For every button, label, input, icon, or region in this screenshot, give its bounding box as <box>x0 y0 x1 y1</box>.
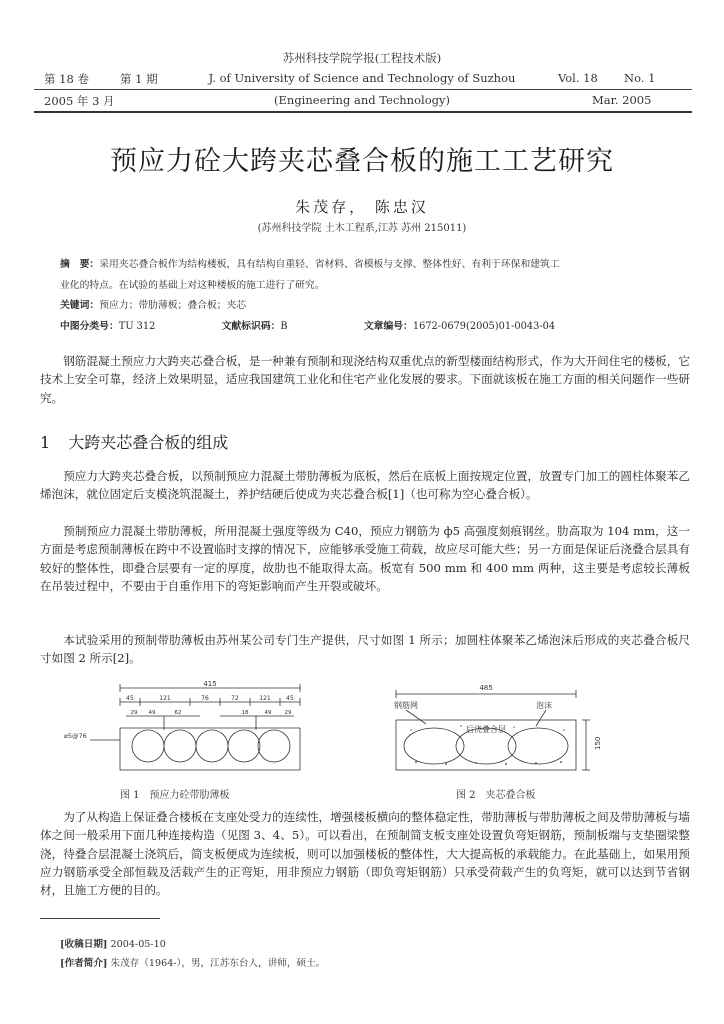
footnote-rule <box>40 918 160 919</box>
fig1-dim-top-4: 72 <box>231 695 239 702</box>
figure-2-caption: 图 2 夹芯叠合板 <box>456 790 536 801</box>
fig1-dim-total: 415 <box>203 680 217 688</box>
doc-code-label: 文献标识码： <box>221 321 281 332</box>
journal-title-cn: 苏州科技学院学报(工程技术版) <box>282 51 442 65</box>
journal-title-en: J. of University of Science and Technology of Suzhou <box>208 71 516 85</box>
abstract-label: 摘 要： <box>60 259 100 270</box>
article-number-value: 1672-0679(2005)01-0043-04 <box>412 321 556 332</box>
section-1-number: 1 <box>40 433 51 452</box>
paragraph-3: 本试验采用的预制带肋薄板由苏州某公司专门生产提供，尺寸如图 1 所示；加圆柱体聚苯乙烯泡沫后形成的夹芯叠合板尺寸如图 2 所示[2]。 <box>40 633 690 666</box>
fig1-side-label: ⌀5@76 <box>64 732 87 740</box>
paper-title: 预应力砼大跨夹芯叠合板的施工工艺研究 <box>110 146 614 177</box>
date-en: Mar. 2005 <box>592 93 652 107</box>
fig1-dim-top-5: 121 <box>259 695 271 702</box>
keywords-label: 关键词： <box>60 300 100 311</box>
footnote-received <box>60 936 166 950</box>
section-1-title: 大跨夹芯叠合板的组成 <box>68 433 229 452</box>
author-affiliation: (苏州科技学院 土木工程系,江苏 苏州 215011) <box>257 223 467 234</box>
received-date: 2004-05-10 <box>110 939 166 950</box>
figure-2-sandwich-slab <box>386 680 616 780</box>
classification-line <box>60 318 660 332</box>
abstract-text-2: 业化的特点。在试验的基础上对这种楼板的施工进行了研究。 <box>60 280 325 291</box>
figure-1-ribbed-slab <box>60 680 360 780</box>
fig1-dim-mid-4: 18 <box>241 710 249 716</box>
figure-1-caption: 图 1 预应力砼带肋薄板 <box>120 790 230 801</box>
fig2-label-rebar: 钢筋网 <box>394 701 418 710</box>
section-1-heading <box>40 430 228 453</box>
author-bio-label: [作者简介] <box>60 958 108 969</box>
issue-en: No. 1 <box>624 71 656 85</box>
paragraph-1: 预应力大跨夹芯叠合板，以预制预应力混凝土带肋薄板为底板，然后在底板上面按规定位置，放置专门加工的圆柱体聚苯乙烯泡沫，就位固定后支模浇筑混凝土，养护结硬后使成为夹芯叠合板[1]（也可称为空心叠合板）。 <box>40 469 690 502</box>
header-rule-thin <box>34 89 692 90</box>
fig2-label-layer: 后浇叠合层 <box>466 725 506 734</box>
keywords-line <box>60 297 700 311</box>
keywords-text: 预应力；带肋薄板；叠合板；夹芯 <box>99 300 247 311</box>
fig1-dim-mid-2: 49 <box>148 710 156 716</box>
fig1-dim-top-3: 76 <box>201 695 209 702</box>
intro-paragraph: 钢筋混凝土预应力大跨夹芯叠合板，是一种兼有预制和现浇结构双重优点的新型楼面结构形式，作为大开间住宅的楼板，它技术上安全可靠，经济上效果明显，适应我国建筑工业化和住宅产业化发展的要求。下面就该板在施工方面的相关问题作一些研究。 <box>40 354 690 405</box>
header-rule-thick <box>34 111 692 113</box>
fig1-dim-top-1: 45 <box>126 695 134 702</box>
issue-cn: 第 1 期 <box>120 72 158 86</box>
doc-code-value: B <box>280 321 288 332</box>
fig2-dim-height: 150 <box>594 736 602 750</box>
fig1-dim-top-2: 121 <box>159 695 171 702</box>
fig1-dim-mid-6: 29 <box>284 710 292 716</box>
fig1-dim-top-6: 45 <box>286 695 294 702</box>
paragraph-4: 为了从构造上保证叠合楼板在支座处受力的连续性，增强楼板横向的整体稳定性，带肋薄板与带肋薄板之间及带肋薄板与墙体之间一般采用下面几种连接构造（见图 3、4、5）。可以看出，在预制简支板支座处设置负弯矩钢筋，预制板端与支垫圈梁整浇，待叠合层混凝土浇筑后，简支板便成为连续板，则可以加强楼板的整体性，大大提高板的承载能力。在此基础上，如果用预应力钢筋承受全部恒载及活载产生的正弯矩，用非预应力钢筋（即负弯矩钢筋）只承受荷载产生的负弯矩，就可以达到节省钢材，且施工方便的目的。 <box>40 810 690 898</box>
fig2-dim-total: 485 <box>479 684 493 692</box>
paragraph-2: 预制预应力混凝土带肋薄板，所用混凝土强度等级为 C40，预应力钢筋为 ф5 高强度刻痕钢丝。肋高取为 104 mm，这一方面是考虑预制薄板在跨中不设置临时支撑的情况下，应能够承受施工荷载，故应尽可能大些；另一方面是保证后浇叠合层具有较好的整体性，即叠合层要有一定的厚度，故肋也不能取得太高。板宽有 500 mm 和 400 mm 两种，这主要是考虑较长薄板在吊装过程中，不要由于自重作用下的弯矩影响而产生开裂或破坏。 <box>40 524 690 593</box>
received-label: [收稿日期] <box>60 939 108 950</box>
abstract-text-1: 采用夹芯叠合板作为结构楼板，具有结构自重轻、省材料、省模板与支撑、整体性好、有利于环保和建筑工 <box>99 259 560 270</box>
article-number-label: 文章编号： <box>363 321 413 332</box>
author-bio: 朱茂存（1964-），男，江苏东台人，讲师，硕士。 <box>110 958 326 969</box>
paper-authors: 朱茂存， 陈忠汉 <box>295 198 429 216</box>
clc-value: TU 312 <box>118 321 156 332</box>
fig1-dim-mid-1: 29 <box>130 710 138 716</box>
volume-en: Vol. 18 <box>558 71 598 85</box>
fig2-label-foam: 泡沫 <box>536 701 552 710</box>
date-cn: 2005 年 3 月 <box>44 94 115 108</box>
fig1-dim-mid-5: 49 <box>264 710 272 716</box>
fig1-dim-mid-3: 62 <box>174 710 182 716</box>
footnote-author <box>60 955 325 969</box>
volume-cn: 第 18 卷 <box>44 72 89 86</box>
journal-subtitle-en: (Engineering and Technology) <box>274 93 450 107</box>
abstract-line-1 <box>60 256 700 270</box>
clc-label: 中图分类号： <box>60 321 119 332</box>
